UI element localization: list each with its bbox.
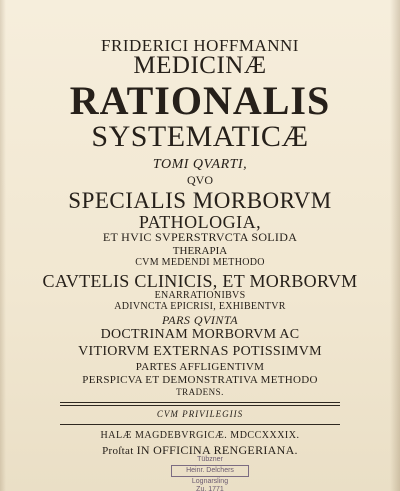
divider-rule-bottom <box>60 424 340 425</box>
subtitle-perspicua: PERSPICVA ET DEMONSTRATIVA METHODO <box>82 374 318 386</box>
stamp-line-3: Lognarsling <box>191 478 229 486</box>
divider-rule-top <box>60 402 340 403</box>
subtitle-vitiorum: VITIORVM EXTERNAS POTISSIMVM <box>78 344 322 359</box>
imprint-publisher: IN OFFICINA RENGERIANA. <box>136 443 298 457</box>
ownership-stamp <box>165 456 255 491</box>
imprint-prostat: Proſtat <box>102 445 134 457</box>
subtitle-adiuncta: ADIVNCTA EPICRISI, EXHIBENTVR <box>114 301 286 312</box>
divider-rule-top-inner <box>60 405 340 406</box>
stamp-line-1: Tübzner <box>197 456 223 463</box>
page-edge-shadow-right <box>390 0 400 491</box>
subtitle-specialis: SPECIALIS MORBORVM <box>68 188 332 213</box>
author-name: FRIDERICI HOFFMANNI <box>101 36 299 55</box>
subtitle-superstructa: ET HVIC SVPERSTRVCTA SOLIDA <box>102 230 298 244</box>
stamp-line-4: Zu. 1771 <box>196 486 224 491</box>
imprint-place-date: HALÆ MAGDEBVRGICÆ. MDCCXXXIX. <box>100 430 300 441</box>
privilege-line: CVM PRIVILEGIIS <box>156 409 244 419</box>
title-line-medicinae: MEDICINÆ <box>133 52 267 79</box>
title-line-systematicae: SYSTEMATICÆ <box>91 120 309 153</box>
subtitle-therapia: THERAPIA <box>172 245 228 257</box>
subtitle-enarrationibus: ENARRATIONIBVS <box>154 290 246 301</box>
stamp-line-2: Heinr. Delchers <box>171 465 249 477</box>
subtitle-tradens: TRADENS. <box>176 387 224 397</box>
subtitle-partes: PARTES AFFLIGENTIVM <box>135 361 265 373</box>
title-line-rationalis: RATIONALIS <box>69 78 331 123</box>
volume-line: TOMI QVARTI, <box>152 157 248 172</box>
part-line: PARS QVINTA <box>161 313 239 327</box>
subtitle-methodo: CVM MEDENDI METHODO <box>135 257 265 268</box>
subtitle-doctrinam: DOCTRINAM MORBORVM AC <box>100 327 300 342</box>
subtitle-cautelis: CAVTELIS CLINICIS, ET MORBORVM <box>42 271 358 291</box>
quo-line: QVO <box>187 173 213 187</box>
subtitle-pathologia: PATHOLOGIA, <box>138 212 262 232</box>
